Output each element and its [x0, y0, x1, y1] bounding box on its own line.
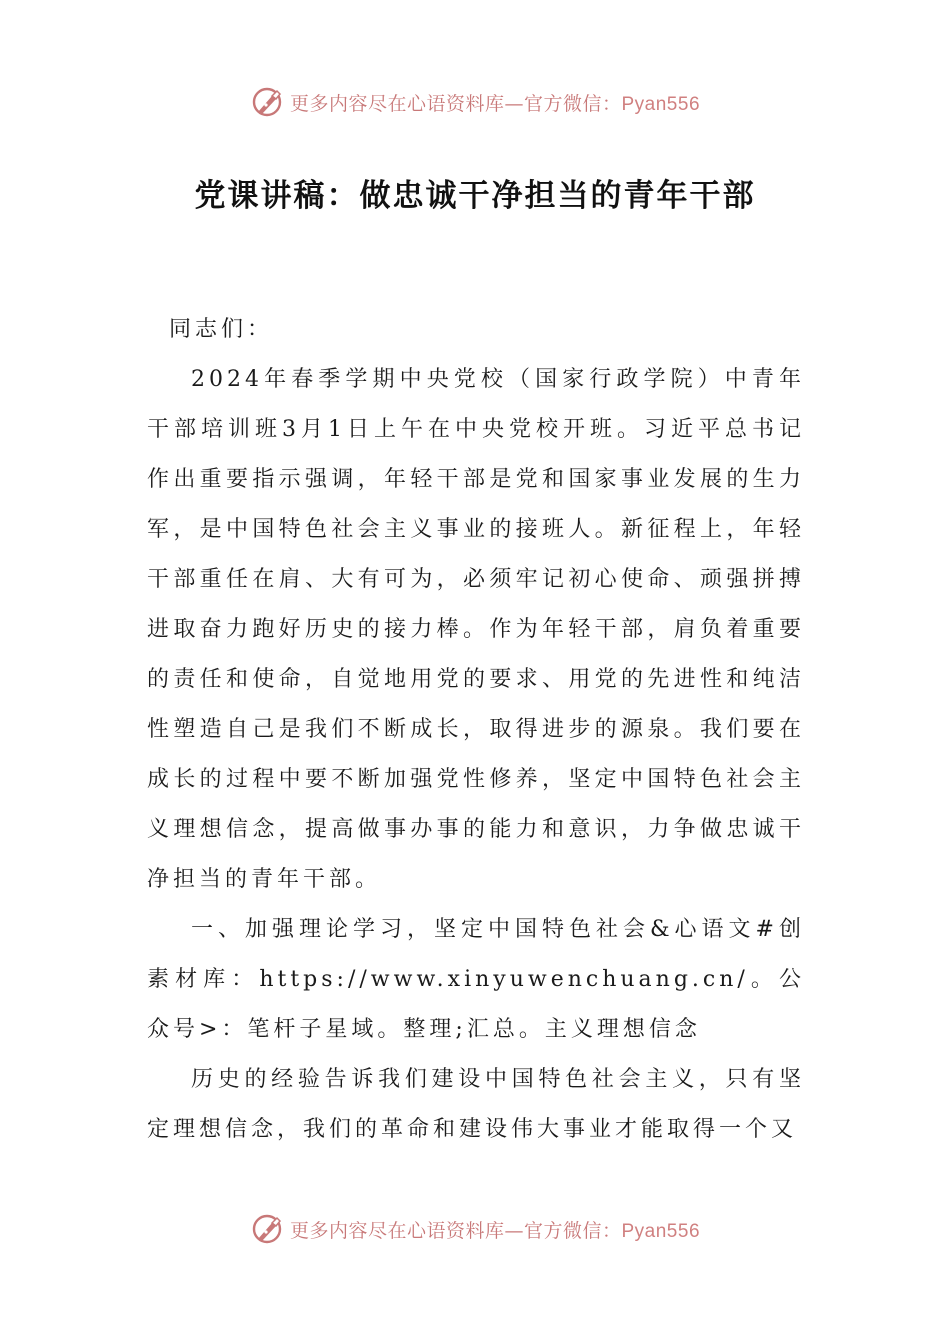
footer-banner-label: 更多内容尽在心语资料库—官方微信：: [289, 1219, 622, 1242]
salutation: 同志们：: [169, 317, 274, 342]
paragraph-intro: 2024年春季学期中央党校（国家行政学院）中青年干部培训班3月1日上午在中央党校开班。习近平总书记作出重要指示强调，年轻干部是党和国家事业发展的生力军，是中国特色社会主义事业的接班人。新征程上，年轻干部重任在肩、大有可为，必须牢记初心使命、顽强拼搏进取奋力跑好历史的接力棒。作为年轻干部，肩负着重要的责任和使命，自觉地用党的要求、用党的先进性和纯洁性塑造自己是我们不断成长，取得进步的源泉。我们要在成长的过程中要不断加强党性修养，坚定中国特色社会主义理想信念，提高做事办事的能力和意识，力争做忠诚干净担当的青年干部。: [147, 367, 805, 892]
header-banner-text: [290, 89, 700, 116]
header-banner: [0, 82, 950, 122]
footer-wechat-id: Pyan556: [621, 1220, 701, 1242]
section-heading-one: 一、加强理论学习，坚定中国特色社会&心语文#创素材库：https://www.xinyuwenchuang.cn/。公众号>：笔杆子星域。整理;汇总。主义理想信念: [147, 917, 805, 1042]
footer-banner-text: [290, 1216, 700, 1243]
document-title: 党课讲稿：做忠诚干净担当的青年干部: [194, 178, 756, 214]
pen-nib-circle-icon: [250, 85, 284, 119]
header-wechat-id: Pyan556: [621, 93, 701, 115]
document-body: [147, 305, 805, 1155]
pen-nib-circle-icon: [250, 1212, 284, 1246]
paragraph-history: 历史的经验告诉我们建设中国特色社会主义，只有坚定理想信念，我们的革命和建设伟大事业才能取得一个又: [147, 1067, 805, 1142]
header-banner-label: 更多内容尽在心语资料库—官方微信：: [289, 92, 622, 115]
footer-banner: [0, 1209, 950, 1249]
